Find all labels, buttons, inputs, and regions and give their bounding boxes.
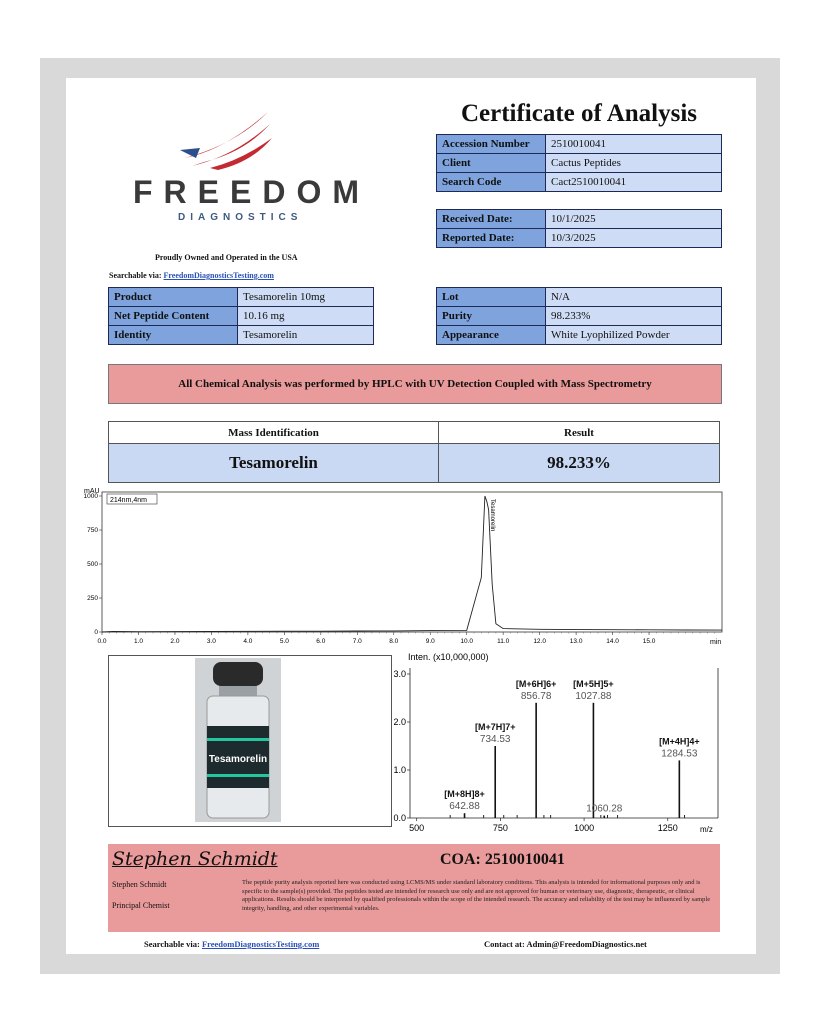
product-photo-frame xyxy=(108,655,392,827)
ms-ion-label: [M+8H]8+ xyxy=(444,789,485,800)
page-title: Certificate of Analysis xyxy=(460,100,698,127)
hplc-chromatogram xyxy=(80,484,730,654)
client-label: Client xyxy=(437,154,546,173)
footer-searchable-label: Searchable via: xyxy=(144,939,200,949)
purity-label: Purity xyxy=(437,307,546,326)
received-date-value: 10/1/2025 xyxy=(546,210,722,229)
search-code-label: Search Code xyxy=(437,173,546,192)
ms-x-tick-label: 750 xyxy=(492,823,508,833)
ms-peak-value: 734.53 xyxy=(479,734,511,745)
vial-photo xyxy=(109,656,391,826)
table-row xyxy=(109,444,720,483)
x-tick-label: 0.0 xyxy=(97,638,107,645)
ms-ion-label: [M+5H]5+ xyxy=(573,678,614,689)
ms-y-tick-label: 2.0 xyxy=(393,717,406,727)
x-tick-label: 5.0 xyxy=(279,638,289,645)
mass-identification-table xyxy=(108,421,720,483)
logo-subtitle: DIAGNOSTICS xyxy=(178,212,303,223)
x-tick-label: 11.0 xyxy=(497,638,510,645)
client-value: Cactus Peptides xyxy=(546,154,722,173)
purity-value: 98.233% xyxy=(546,307,722,326)
y-tick-label: 0 xyxy=(94,629,98,636)
vial-brand: Tesamorelin xyxy=(208,754,268,765)
table-row xyxy=(437,229,722,248)
x-tick-label: 14.0 xyxy=(606,638,619,645)
dates-table xyxy=(436,209,722,248)
searchable-line xyxy=(109,271,274,280)
ms-peak-value: 856.78 xyxy=(520,690,552,702)
ms-y-tick-label: 1.0 xyxy=(393,765,406,775)
peak-label: Tesamorelin xyxy=(488,499,495,532)
chromatogram-frame xyxy=(102,492,722,632)
lot-table xyxy=(436,287,722,345)
y-tick-label: 500 xyxy=(87,561,98,568)
table-row xyxy=(437,326,722,345)
x-tick-label: 4.0 xyxy=(243,638,253,645)
ms-x-axis-label: m/z xyxy=(700,825,713,834)
identity-label: Identity xyxy=(109,326,238,345)
x-tick-label: 1.0 xyxy=(133,638,143,645)
signer-name: Stephen Schmidt xyxy=(112,880,167,889)
method-banner-text: All Chemical Analysis was performed by HPLC with UV Detection Coupled with Mass Spectrometry xyxy=(178,378,652,390)
y-tick-label: 750 xyxy=(87,527,98,534)
searchable-label: Searchable via: xyxy=(109,271,162,280)
vial-label-stripe-2 xyxy=(207,774,269,777)
table-row xyxy=(437,307,722,326)
table-row xyxy=(437,154,722,173)
reported-date-value: 10/3/2025 xyxy=(546,229,722,248)
vial-cap xyxy=(213,662,263,686)
product-value: Tesamorelin 10mg xyxy=(238,288,374,307)
signature: Stephen Schmidt xyxy=(112,848,278,870)
appearance-value: White Lyophilized Powder xyxy=(546,326,722,345)
reported-date-label: Reported Date: xyxy=(437,229,546,248)
received-date-label: Received Date: xyxy=(437,210,546,229)
searchable-link[interactable]: FreedomDiagnosticsTesting.com xyxy=(163,271,274,280)
ms-y-axis-label: Inten. (x10,000,000) xyxy=(408,652,489,662)
x-tick-label: 9.0 xyxy=(425,638,435,645)
x-tick-label: 13.0 xyxy=(569,638,583,645)
accession-label: Accession Number xyxy=(437,135,546,154)
table-row xyxy=(109,326,374,345)
mass-spectrum xyxy=(382,650,727,838)
owned-statement: Proudly Owned and Operated in the USA xyxy=(155,253,298,262)
table-row xyxy=(437,288,722,307)
vial-label-stripe xyxy=(207,738,269,741)
x-tick-label: 2.0 xyxy=(170,638,180,645)
x-tick-label: 6.0 xyxy=(316,638,326,645)
x-tick-label: 15.0 xyxy=(642,638,656,645)
x-tick-label: 8.0 xyxy=(389,638,399,645)
method-banner xyxy=(108,364,722,404)
disclaimer-text: The peptide purity analysis reported here was conducted using LCMS/MS under standard laboratory conditions. This analysis is intended for informational purposes only and is specific to the sample(s) provided. The peptides tested are intended for research use only and are not approved for human or veterinary use, diagnostic, therapeutic, or clinical applications. Results should be interpreted by qualified professionals within the scope of the intended research. The accuracy and reliability of the test may be influenced by sample integrity, handling, and other experimental variables. xyxy=(242,879,711,912)
ms-x-tick-label: 1000 xyxy=(574,823,595,833)
appearance-label: Appearance xyxy=(437,326,546,345)
y-tick-label: 250 xyxy=(87,595,98,602)
result-value: 98.233% xyxy=(439,444,720,483)
accession-table xyxy=(436,134,722,192)
footer-searchable xyxy=(144,939,319,949)
table-row xyxy=(437,210,722,229)
ms-peak-value: 1060.28 xyxy=(586,803,623,815)
net-peptide-label: Net Peptide Content xyxy=(109,307,238,326)
x-tick-label: 7.0 xyxy=(352,638,362,645)
net-peptide-value: 10.16 mg xyxy=(238,307,374,326)
ms-y-tick-label: 0.0 xyxy=(393,813,406,823)
ms-ion-label: [M+4H]4+ xyxy=(659,736,700,747)
footer-searchable-link[interactable]: FreedomDiagnosticsTesting.com xyxy=(201,939,320,949)
ms-peak-value: 1027.88 xyxy=(575,690,612,702)
lot-value: N/A xyxy=(546,288,722,307)
product-table xyxy=(108,287,374,345)
lot-label: Lot xyxy=(437,288,546,307)
table-row xyxy=(437,135,722,154)
result-header: Result xyxy=(439,422,720,444)
legend-text: 214nm,4nm xyxy=(110,497,147,504)
y-tick-label: 1000 xyxy=(83,493,98,500)
x-tick-label: 12.0 xyxy=(533,638,546,645)
mass-id-value: Tesamorelin xyxy=(109,444,439,483)
search-code-value: Cact2510010041 xyxy=(546,173,722,192)
table-row xyxy=(109,288,374,307)
coa-number: COA: 2510010041 xyxy=(440,851,565,868)
ms-x-tick-label: 1250 xyxy=(657,823,678,833)
contact-email[interactable]: Contact at: Admin@FreedomDiagnostics.net xyxy=(484,939,647,949)
y-axis-label: mAU xyxy=(84,488,100,495)
product-label: Product xyxy=(109,288,238,307)
signer-role: Principal Chemist xyxy=(112,901,170,910)
ms-y-tick-label: 3.0 xyxy=(393,669,406,679)
ms-peak-value: 642.88 xyxy=(449,801,480,813)
ms-x-tick-label: 500 xyxy=(409,823,425,833)
x-tick-label: 10.0 xyxy=(460,638,474,645)
ms-ion-label: [M+7H]7+ xyxy=(474,722,516,732)
accession-value: 2510010041 xyxy=(546,135,722,154)
ms-peak-value: 1284.53 xyxy=(661,748,698,760)
x-tick-label: 3.0 xyxy=(206,638,216,645)
ms-ion-label: [M+6H]6+ xyxy=(515,678,557,689)
mass-id-header: Mass Identification xyxy=(109,422,439,444)
vial-neck xyxy=(219,686,257,696)
logo-wordmark: FREEDOM xyxy=(133,174,370,210)
table-row xyxy=(109,422,720,444)
table-row xyxy=(109,307,374,326)
table-row xyxy=(437,173,722,192)
flag-logo-icon xyxy=(180,110,275,170)
identity-value: Tesamorelin xyxy=(238,326,374,345)
x-axis-label: min xyxy=(710,639,722,646)
